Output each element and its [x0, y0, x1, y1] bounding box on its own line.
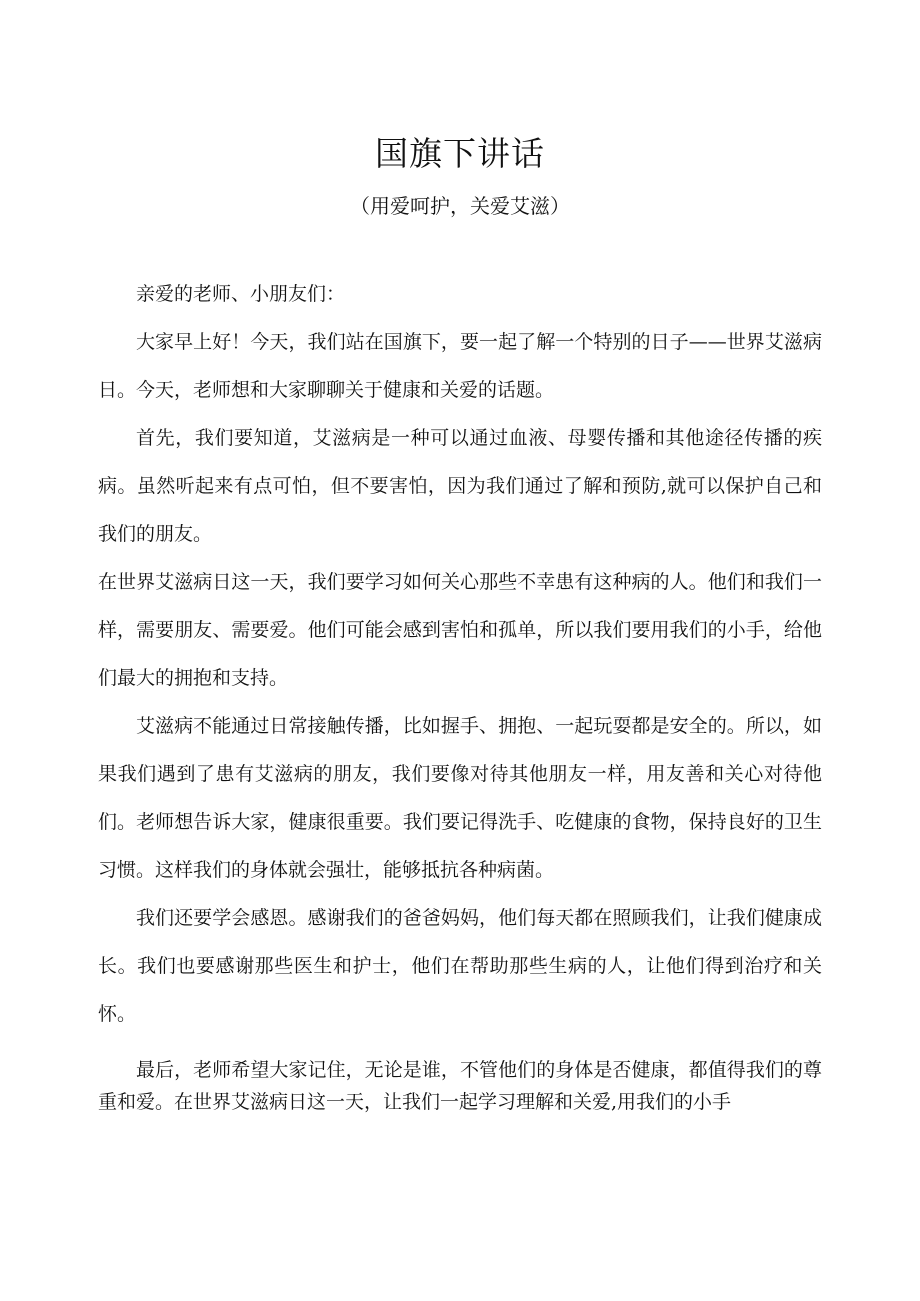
paragraph-disease: 首先，我们要知道，艾滋病是一种可以通过血液、母婴传播和其他途径传播的疾病。虽然听起来有点可怕，但不要害怕，因为我们通过了解和预防,就可以保护自己和我们的朋友。 — [98, 427, 822, 545]
paragraph-care: 在世界艾滋病日这一天，我们要学习如何关心那些不幸患有这种病的人。他们和我们一样，需要朋友、需要爱。他们可能会感到害怕和孤单，所以我们要用我们的小手，给他们最大的拥抱和支持。 — [98, 571, 822, 689]
page-subtitle: （用爱呵护，关爱艾滋） — [350, 194, 570, 218]
paragraph-greeting: 亲爱的老师、小朋友们： — [136, 283, 346, 305]
paragraph-intro: 大家早上好！今天，我们站在国旗下，要一起了解一个特别的日子——世界艾滋病日。今天，老师想和大家聊聊关于健康和关爱的话题。 — [98, 331, 822, 401]
speech-body — [98, 270, 822, 1038]
paragraph-gratitude: 我们还要学会感恩。感谢我们的爸爸妈妈，他们每天都在照顾我们，让我们健康成长。我们也要感谢那些医生和护士，他们在帮助那些生病的人，让他们得到治疗和关怀。 — [98, 907, 822, 1025]
speech-closing — [98, 1054, 822, 1118]
paragraph-contact: 艾滋病不能通过日常接触传播，比如握手、拥抱、一起玩耍都是安全的。所以，如果我们遇到了患有艾滋病的朋友，我们要像对待其他朋友一样，用友善和关心对待他们。老师想告诉大家，健康很重要。我们要记得洗手、吃健康的食物，保持良好的卫生习惯。这样我们的身体就会强壮，能够抵抗各种病菌。 — [98, 715, 822, 881]
page-title: 国旗下讲话 — [375, 134, 545, 173]
paragraph-closing: 最后，老师希望大家记住，无论是谁，不管他们的身体是否健康，都值得我们的尊重和爱。在世界艾滋病日这一天，让我们一起学习理解和关爱,用我们的小手 — [98, 1059, 822, 1113]
